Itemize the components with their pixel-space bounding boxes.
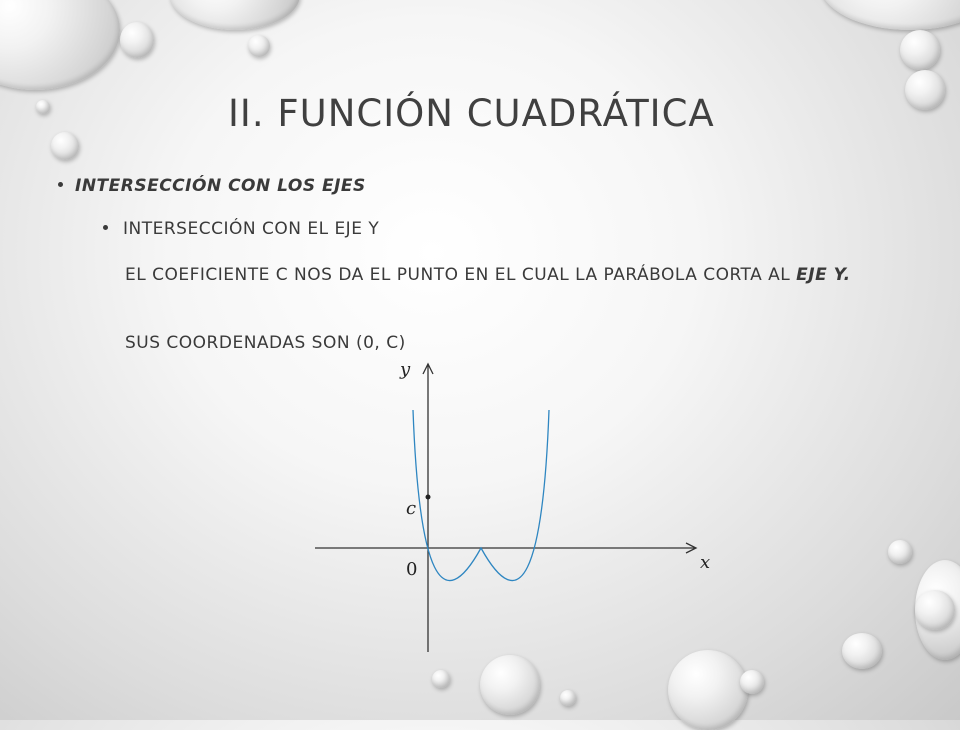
parabola-curve [413,410,549,581]
slide-title: II. FUNCIÓN CUADRÁTICA [228,92,715,135]
water-drop-decoration [248,35,270,57]
coordinates-text: SUS COORDENADAS SON (0, C) [125,333,406,353]
y-axis-label: y [400,359,411,380]
water-drop-decoration [36,100,50,114]
water-drop-decoration [668,650,748,730]
bullet-main-text: INTERSECCIÓN CON LOS EJES [75,176,366,196]
water-drop-decoration [900,30,940,70]
water-drop-decoration [0,0,120,90]
origin-label: 0 [406,559,418,580]
y-intercept-point [426,495,431,500]
water-drop-decoration [842,633,882,669]
water-drop-decoration [480,655,540,715]
x-axis-label: x [700,552,711,573]
paragraph-text: EL COEFICIENTE C NOS DA EL PUNTO EN EL CUAL LA PARÁBOLA CORTA AL [125,265,797,285]
water-drop-decoration [432,670,450,688]
parabola-graph [300,355,720,655]
water-drop-decoration [915,590,955,630]
bullet-sub-text: INTERSECCIÓN CON EL EJE Y [123,219,380,239]
water-drop-decoration [51,132,79,160]
coefficient-paragraph [125,258,885,293]
water-drop-decoration [820,0,960,30]
paragraph-bold: EJE Y. [796,265,851,285]
water-drop-decoration [740,670,764,694]
water-drop-decoration [170,0,300,30]
water-drop-decoration [905,70,945,110]
water-drop-decoration [120,22,154,58]
bullet-dot-icon [103,225,108,230]
water-drop-decoration [888,540,912,564]
bullet-sub [103,219,379,239]
bullet-dot-icon [58,182,63,187]
bullet-main [58,176,366,196]
water-drop-decoration [560,690,576,706]
c-label: c [406,498,417,519]
